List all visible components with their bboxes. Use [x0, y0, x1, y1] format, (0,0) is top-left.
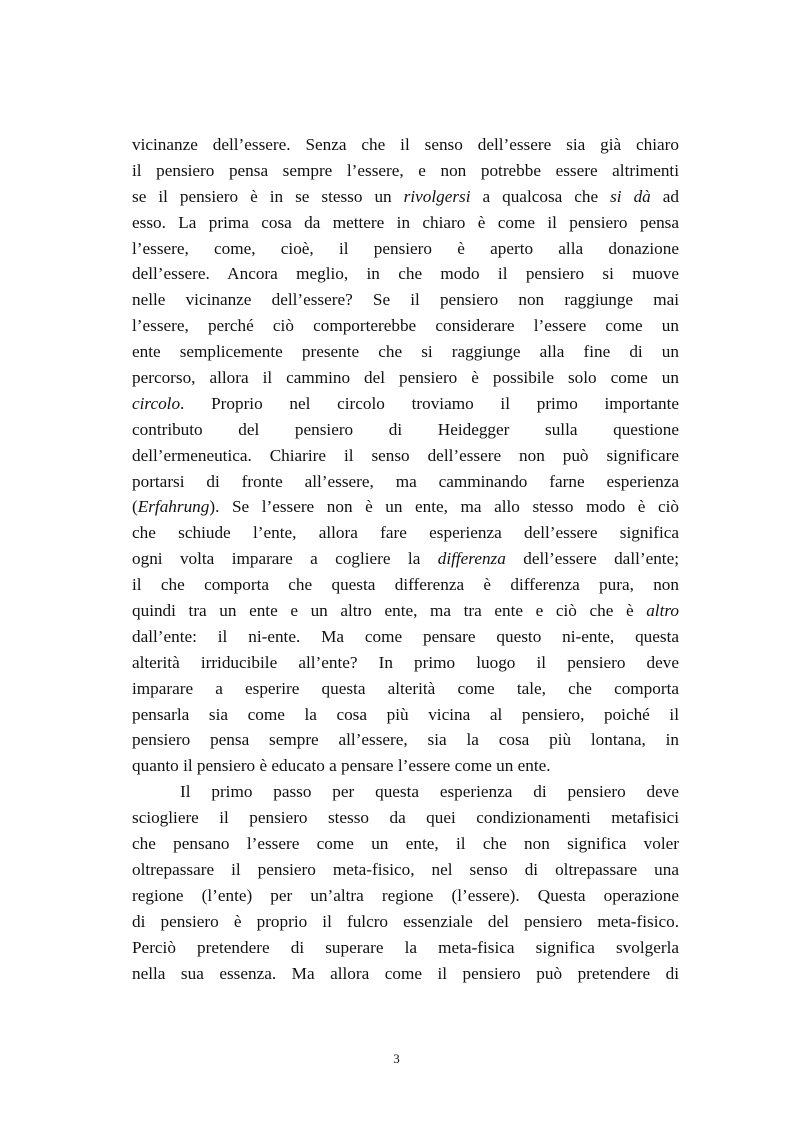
text-segment: il pensiero pensa sempre l’essere, e non potrebbe essere altrimenti — [132, 160, 679, 180]
text-segment: se il pensiero è in se stesso un — [132, 186, 404, 206]
text-line — [132, 727, 679, 753]
text-segment: dall’ente: il ni-ente. Ma come pensare questo ni-ente, questa — [132, 626, 679, 646]
text-segment: vicinanze dell’essere. Senza che il senso dell’essere sia già chiaro — [132, 135, 679, 154]
text-segment: regione (l’ente) per un’altra regione (l’essere). Questa operazione — [132, 885, 679, 905]
text-segment: alterità irriducibile all’ente? In primo luogo il pensiero deve — [132, 652, 679, 672]
text-line — [132, 236, 679, 262]
text-line — [132, 261, 679, 287]
page-number: 3 — [393, 1051, 400, 1066]
text-line — [132, 443, 679, 469]
text-line — [132, 469, 679, 495]
text-segment: sciogliere il pensiero stesso da quei condizionamenti metafisici — [132, 808, 679, 828]
body-text — [132, 132, 679, 986]
text-line — [132, 546, 679, 572]
text-line — [132, 961, 679, 987]
text-line — [132, 909, 679, 935]
text-segment: ). Se l’essere non è un ente, ma allo stesso modo è ciò — [209, 497, 679, 517]
text-line — [132, 676, 679, 702]
text-line — [132, 598, 679, 624]
text-line — [132, 339, 679, 365]
text-segment: nelle vicinanze dell’essere? Se il pensiero non raggiunge mai — [132, 290, 679, 310]
text-segment: oltrepassare il pensiero meta-fisico, nel senso di oltrepassare una — [132, 859, 679, 879]
text-line — [132, 365, 679, 391]
text-segment: l’essere, come, cioè, il pensiero è aperto alla donazione — [132, 238, 679, 258]
text-segment: quanto il pensiero è educato a pensare l’essere come un ente. — [132, 756, 551, 776]
text-line — [132, 779, 679, 805]
text-segment: . Proprio nel circolo troviamo il primo importante — [180, 393, 679, 413]
text-segment: a qualcosa che — [470, 186, 611, 206]
italic-text: rivolgersi — [403, 186, 471, 206]
text-line — [132, 313, 679, 339]
text-line — [132, 753, 679, 779]
text-segment: dell’essere. Ancora meglio, in che modo il pensiero si muove — [132, 264, 679, 284]
text-line — [132, 805, 679, 831]
italic-text: si dà — [610, 186, 651, 206]
text-segment: ( — [132, 497, 138, 517]
text-segment: che pensano l’essere come un ente, il che non significa voler — [132, 834, 679, 854]
text-line — [132, 520, 679, 546]
text-segment: portarsi di fronte all’essere, ma camminando farne esperienza — [132, 471, 679, 491]
italic-text: circolo — [132, 393, 181, 413]
text-segment: Il primo passo per questa esperienza di pensiero deve — [180, 782, 679, 802]
text-segment: contributo del pensiero di Heidegger sulla questione — [132, 419, 679, 439]
text-segment: nella sua essenza. Ma allora come il pensiero può pretendere di — [132, 963, 679, 983]
italic-text: altro — [646, 601, 679, 621]
text-line — [132, 184, 679, 210]
text-segment: pensiero pensa sempre all’essere, sia la cosa più lontana, in — [132, 730, 679, 750]
text-line — [132, 132, 679, 158]
text-line — [132, 417, 679, 443]
text-line — [132, 702, 679, 728]
text-segment: esso. La prima cosa da mettere in chiaro è come il pensiero pensa — [132, 212, 679, 232]
text-segment: imparare a esperire questa alterità come tale, che comporta — [132, 678, 679, 698]
text-segment: percorso, allora il cammino del pensiero è possibile solo come un — [132, 368, 679, 388]
italic-text: Erfahrung — [137, 497, 210, 517]
text-line — [132, 831, 679, 857]
text-segment: l’essere, perché ciò comporterebbe considerare l’essere come un — [132, 316, 679, 336]
text-line — [132, 391, 679, 417]
text-line — [132, 287, 679, 313]
text-line — [132, 158, 679, 184]
text-line — [132, 883, 679, 909]
text-line — [132, 572, 679, 598]
text-line — [132, 624, 679, 650]
text-segment: che schiude l’ente, allora fare esperienza dell’essere significa — [132, 523, 679, 543]
text-segment: quindi tra un ente e un altro ente, ma tra ente e ciò che è — [132, 601, 647, 621]
text-segment: dell’essere dall’ente; — [505, 549, 679, 569]
text-segment: di pensiero è proprio il fulcro essenziale del pensiero meta-fisico. — [132, 911, 679, 931]
text-segment: ogni volta imparare a cogliere la — [132, 549, 438, 569]
text-line — [132, 650, 679, 676]
text-segment: Perciò pretendere di superare la meta-fisica significa svolgerla — [132, 937, 679, 957]
text-line — [132, 935, 679, 961]
text-segment: dell’ermeneutica. Chiarire il senso dell’essere non può significare — [132, 445, 679, 465]
text-segment: il che comporta che questa differenza è differenza pura, non — [132, 575, 679, 595]
text-line — [132, 494, 679, 520]
text-line — [132, 857, 679, 883]
italic-text: differenza — [437, 549, 506, 569]
text-segment: ente semplicemente presente che si raggiunge alla fine di un — [132, 342, 679, 362]
text-segment: ad — [650, 186, 679, 206]
text-line — [132, 210, 679, 236]
text-segment: pensarla sia come la cosa più vicina al pensiero, poiché il — [132, 704, 679, 724]
